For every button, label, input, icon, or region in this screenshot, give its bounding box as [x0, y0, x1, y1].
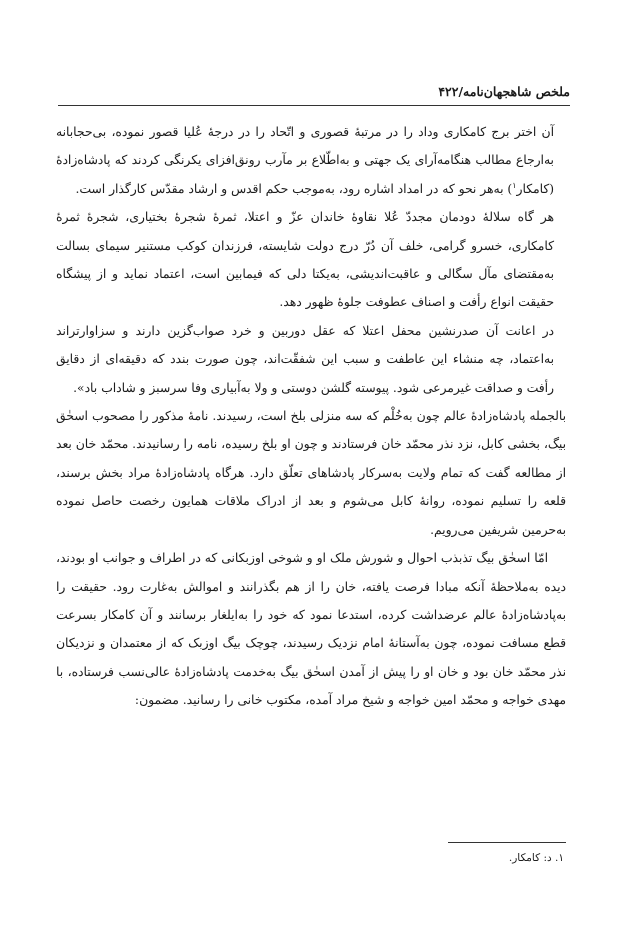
- body-text: [56, 118, 566, 715]
- footnote-reference: ۱: [512, 180, 517, 190]
- paragraph-3: در اعانت آن صدرنشین محفل اعتلا که عقل دوربین و خرد صواب‌گزین دارند و سزاوارتراند به‌اعتماد، چه منشاء این عاطفت و سبب این شفقّت‌اند، چون صورت بندد که دقیقه‌ای از دقایق رأفت و صداقت غیرمرعی شود. پیوسته گلشن دوستی و ولا به‌آبیاری وفا سرسبز و شاداب باد».: [56, 323, 554, 395]
- paragraph-1: [56, 118, 554, 203]
- paragraph-4: بالجمله پادشاه‌زادهٔ عالم چون به‌خُلْم که سه منزلی بلخ است، رسیدند. نامهٔ مذکور را مصحوب اسحٰق بیگ، بخشی کابل، نزد نذر محمّد خان فرستادند و چون او بلخ رسیده، نامه را رسانیدند. محمّد خان بعد از مطالعه گفت که تمام ولایت به‌سرکار پادشاهای تعلّق دارد. هرگاه پادشاه‌زادهٔ مراد بخش برسند، قلعه را تسلیم نموده، روانهٔ کابل می‌شوم و بعد از ادراک ملاقات همایون رخصت حاصل نموده به‌حرمین شریفین می‌رویم.: [56, 409, 566, 537]
- header-rule: [58, 105, 570, 106]
- paragraph-1-text-before-ref: آن اختر برج کامکاری وداد را در مرتبهٔ قصوری و اتّحاد را در درجهٔ عُلیا قصور نموده، بی‌حجابانه به‌ارجاع مطالب هنگامه‌آرای یک جهتی و به‌اطّلاع بر مآرب رونق‌افزای یکرنگی کردند که پادشاه‌زادهٔ (کامکار: [56, 125, 554, 196]
- footnote-rule: [448, 842, 566, 843]
- footnote: ۱. د: کامکار.: [508, 852, 564, 864]
- paragraph-1-text-after-ref: ) به‌هر نحو که در امداد اشاره رود، به‌موجب حکم اقدس و ارشاد مقدّس کارگذار است.: [75, 181, 513, 196]
- paragraph-2: هر گاه سلالهٔ دودمان مجددّ عُلا نقاوهٔ خاندان عزّ و اعتلا، ثمرهٔ شجرهٔ بختیاری، شجرهٔ ثمرهٔ کامکاری، خسرو گرامی، خلف آن دُرّ درج دولت شایسته، فرزندان کوکب مستنیر سیمای بسالت به‌مقتضای مآل سگالی و عاقبت‌اندیشی، به‌یکتا دلی که فیمابین است، اعتماد نماید و از پیشگاه حقیقت انواع رأفت و اصناف عطوفت جلوهٔ ظهور دهد.: [56, 210, 554, 310]
- paragraph-5: امّا اسحٰق بیگ تذبذب احوال و شورش ملک او و شوخی اوزبکانی که در اطراف و جوانب او بودند، دیده به‌ملاحظهٔ آنکه مبادا فرصت یافته، خان را از هم بگذرانند و اموالش به‌غارت رود. حقیقت را به‌پادشاه‌زادهٔ عالم عرضداشت کرده، استدعا نمود که خود را به‌ایلغار برسانند و آن کامکار بسرعت قطع مسافت نموده، چون به‌آستانهٔ امام نزدیک رسیدند، چوچک بیگ اوزبک که از معتمدان و نزدیکان نذر محمّد خان بود و خان او را پیش از آمدن اسحٰق بیگ به‌خدمت پادشاه‌زادهٔ عالی‌نسب فرستاده، با مهدی خواجه و محمّد امین خواجه و شیخ مراد آمده، مکتوب خانی را رسانید. مضمون:: [56, 551, 566, 708]
- running-header: ملخص شاهجهان‌نامه/۴۲۲: [438, 84, 570, 99]
